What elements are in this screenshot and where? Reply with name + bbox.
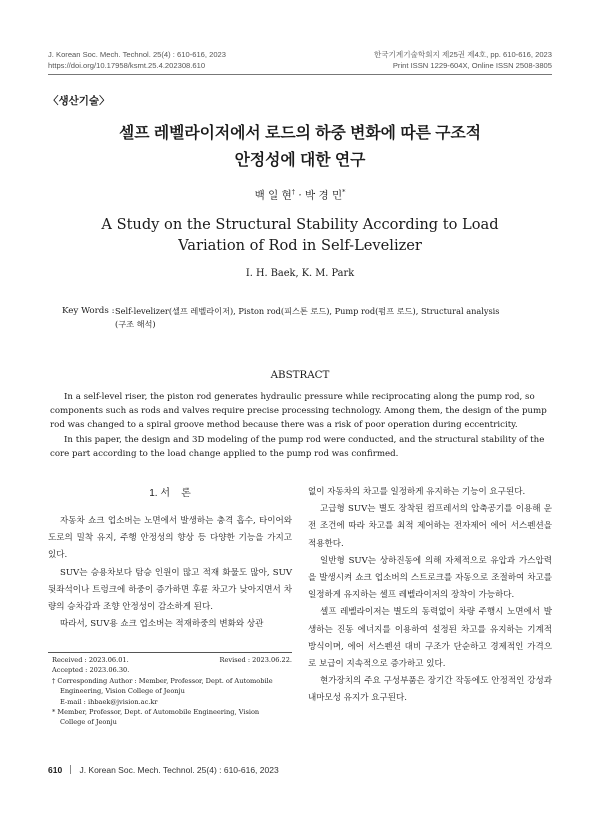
doi-link[interactable]: https://doi.org/10.17958/ksmt.25.4.202308.610 — [48, 61, 206, 70]
member-mark: * — [342, 188, 346, 196]
abstract-body — [50, 390, 550, 461]
title-korean-line2: 안정성에 대한 연구 — [234, 152, 366, 169]
paragraph: SUV는 승용차보다 탐승 인원이 많고 적재 화물도 많아, SUV 뒷좌석이나 트렁크에 하중이 증가하면 후륜 차고가 낮아지면서 차량의 승차감과 조향 안정성이 감소하게 된다. — [48, 567, 292, 613]
footer-citation: J. Korean Soc. Mech. Technol. 25(4) : 610-616, 2023 — [79, 765, 279, 775]
abstract-line: core part according to the load change applied to the pump rod was confirmed. — [50, 448, 399, 459]
author-korean-2: 박 경 민 — [305, 189, 343, 202]
received-date: Received : 2023.06.01. — [52, 656, 129, 664]
author-email[interactable]: E-mail : ihbaek@jvision.ac.kr — [60, 697, 158, 706]
keywords-line2: (구조 해석) — [115, 319, 156, 329]
paragraph: 일반형 SUV는 상하진동에 의해 자체적으로 유압과 가스압력을 발생시켜 쇼크 업소버의 스트로크를 자동으로 조절하여 차고를 일정하게 유지하는 셀프 레벨라이저의 장착이 가능하다. — [308, 555, 552, 601]
author-separator: · — [294, 189, 305, 202]
paragraph: 현가장치의 주요 구성부품은 장기간 작동에도 안정적인 강성과 내마모성 유지가 요구된다. — [308, 676, 552, 704]
section-heading-introduction: 1. 서 론 — [149, 488, 191, 499]
paragraph: 고급형 SUV는 별도 장착된 컴프레서의 압축공기를 이용해 운전 조건에 따라 차고를 최적 제어하는 전자제어 에어 서스펜션을 적용한다. — [308, 504, 552, 549]
paragraph: 셀프 레벨라이저는 별도의 동력없이 차량 주행시 노면에서 발생하는 진동 에너지를 이용하여 설정된 차고를 유지하는 기계적 방식이며, 에어 서스펜션 대비 구조가 단순하고 경제적인 가격으로 보급이 지속적으로 증가하고 있다. — [308, 607, 552, 670]
abstract-line: In this paper, the design and 3D modeling of the pump rod were conducted, and the structural stability of the — [64, 434, 545, 445]
paragraph: 없이 자동차의 차고를 일정하게 유지하는 기능이 요구된다. — [308, 487, 526, 497]
keywords-line1: Self-levelizer(셀프 레벨라이저), Piston rod(피스톤 로드), Pump rod(펌프 로드), Structural analysis — [115, 306, 500, 316]
corresponding-author-note: † Corresponding Author : Member, Professor, Dept. of Automobile — [52, 676, 273, 685]
abstract-heading: ABSTRACT — [270, 369, 330, 381]
keywords-label: Key Words : — [62, 306, 115, 316]
left-column-text — [48, 513, 292, 633]
title-english-line2: Variation of Rod in Self-Levelizer — [178, 237, 422, 254]
journal-citation-header: J. Korean Soc. Mech. Technol. 25(4) : 610-616, 2023 — [48, 50, 226, 59]
header-rule — [48, 74, 552, 75]
revised-date: Revised : 2023.06.22. — [219, 656, 292, 664]
issn-header: Print ISSN 1229-604X, Online ISSN 2508-3805 — [392, 61, 552, 70]
section-tag: 〈생산기술〉 — [48, 95, 110, 107]
right-column-text — [308, 484, 552, 708]
page-footer — [48, 764, 279, 776]
abstract-line: In a self-level riser, the piston rod generates hydraulic pressure while reciprocating along the pump rod, so — [64, 392, 535, 402]
title-korean-line1: 셀프 레벨라이저에서 로드의 하중 변화에 따른 구조적 — [118, 125, 482, 142]
abstract-line: components such as rods and valves require precise processing technology. Among them, the design of the pump — [50, 406, 547, 417]
corresponding-mark: † — [291, 188, 295, 196]
footnotes — [52, 655, 292, 728]
footer-divider — [70, 765, 71, 774]
footnote-rule — [48, 652, 292, 653]
paragraph: 따라서, SUV용 쇼크 업소버는 적재하중의 변화와 상관 — [60, 619, 264, 630]
authors-korean — [0, 185, 600, 203]
page-number: 610 — [48, 765, 63, 775]
authors-english: I. H. Baek, K. M. Park — [245, 268, 355, 279]
accepted-date: Accepted : 2023.06.30. — [52, 666, 130, 675]
title-english-line1: A Study on the Structural Stability According to Load — [101, 216, 499, 233]
member-author-note: * Member, Professor, Dept. of Automobile Engineering, Vision — [52, 708, 260, 717]
member-author-affiliation: College of Jeonju — [60, 718, 117, 727]
paragraph: 자동차 쇼크 업소버는 노면에서 발생하는 충격 흡수, 타이어와 도로의 밀착 유지, 주행 안정성의 향상 등 다양한 기능을 가지고 있다. — [48, 516, 292, 561]
corresponding-author-affiliation: Engineering, Vision College of Jeonju — [60, 687, 185, 696]
abstract-line: rod was changed to a spiral groove method because there was a risk of poor operation during eccentricity. — [50, 420, 518, 431]
journal-korean-header: 한국기계기술학회지 제25권 제4호, pp. 610-616, 2023 — [373, 50, 552, 59]
author-korean-1: 백 일 현 — [254, 189, 292, 202]
